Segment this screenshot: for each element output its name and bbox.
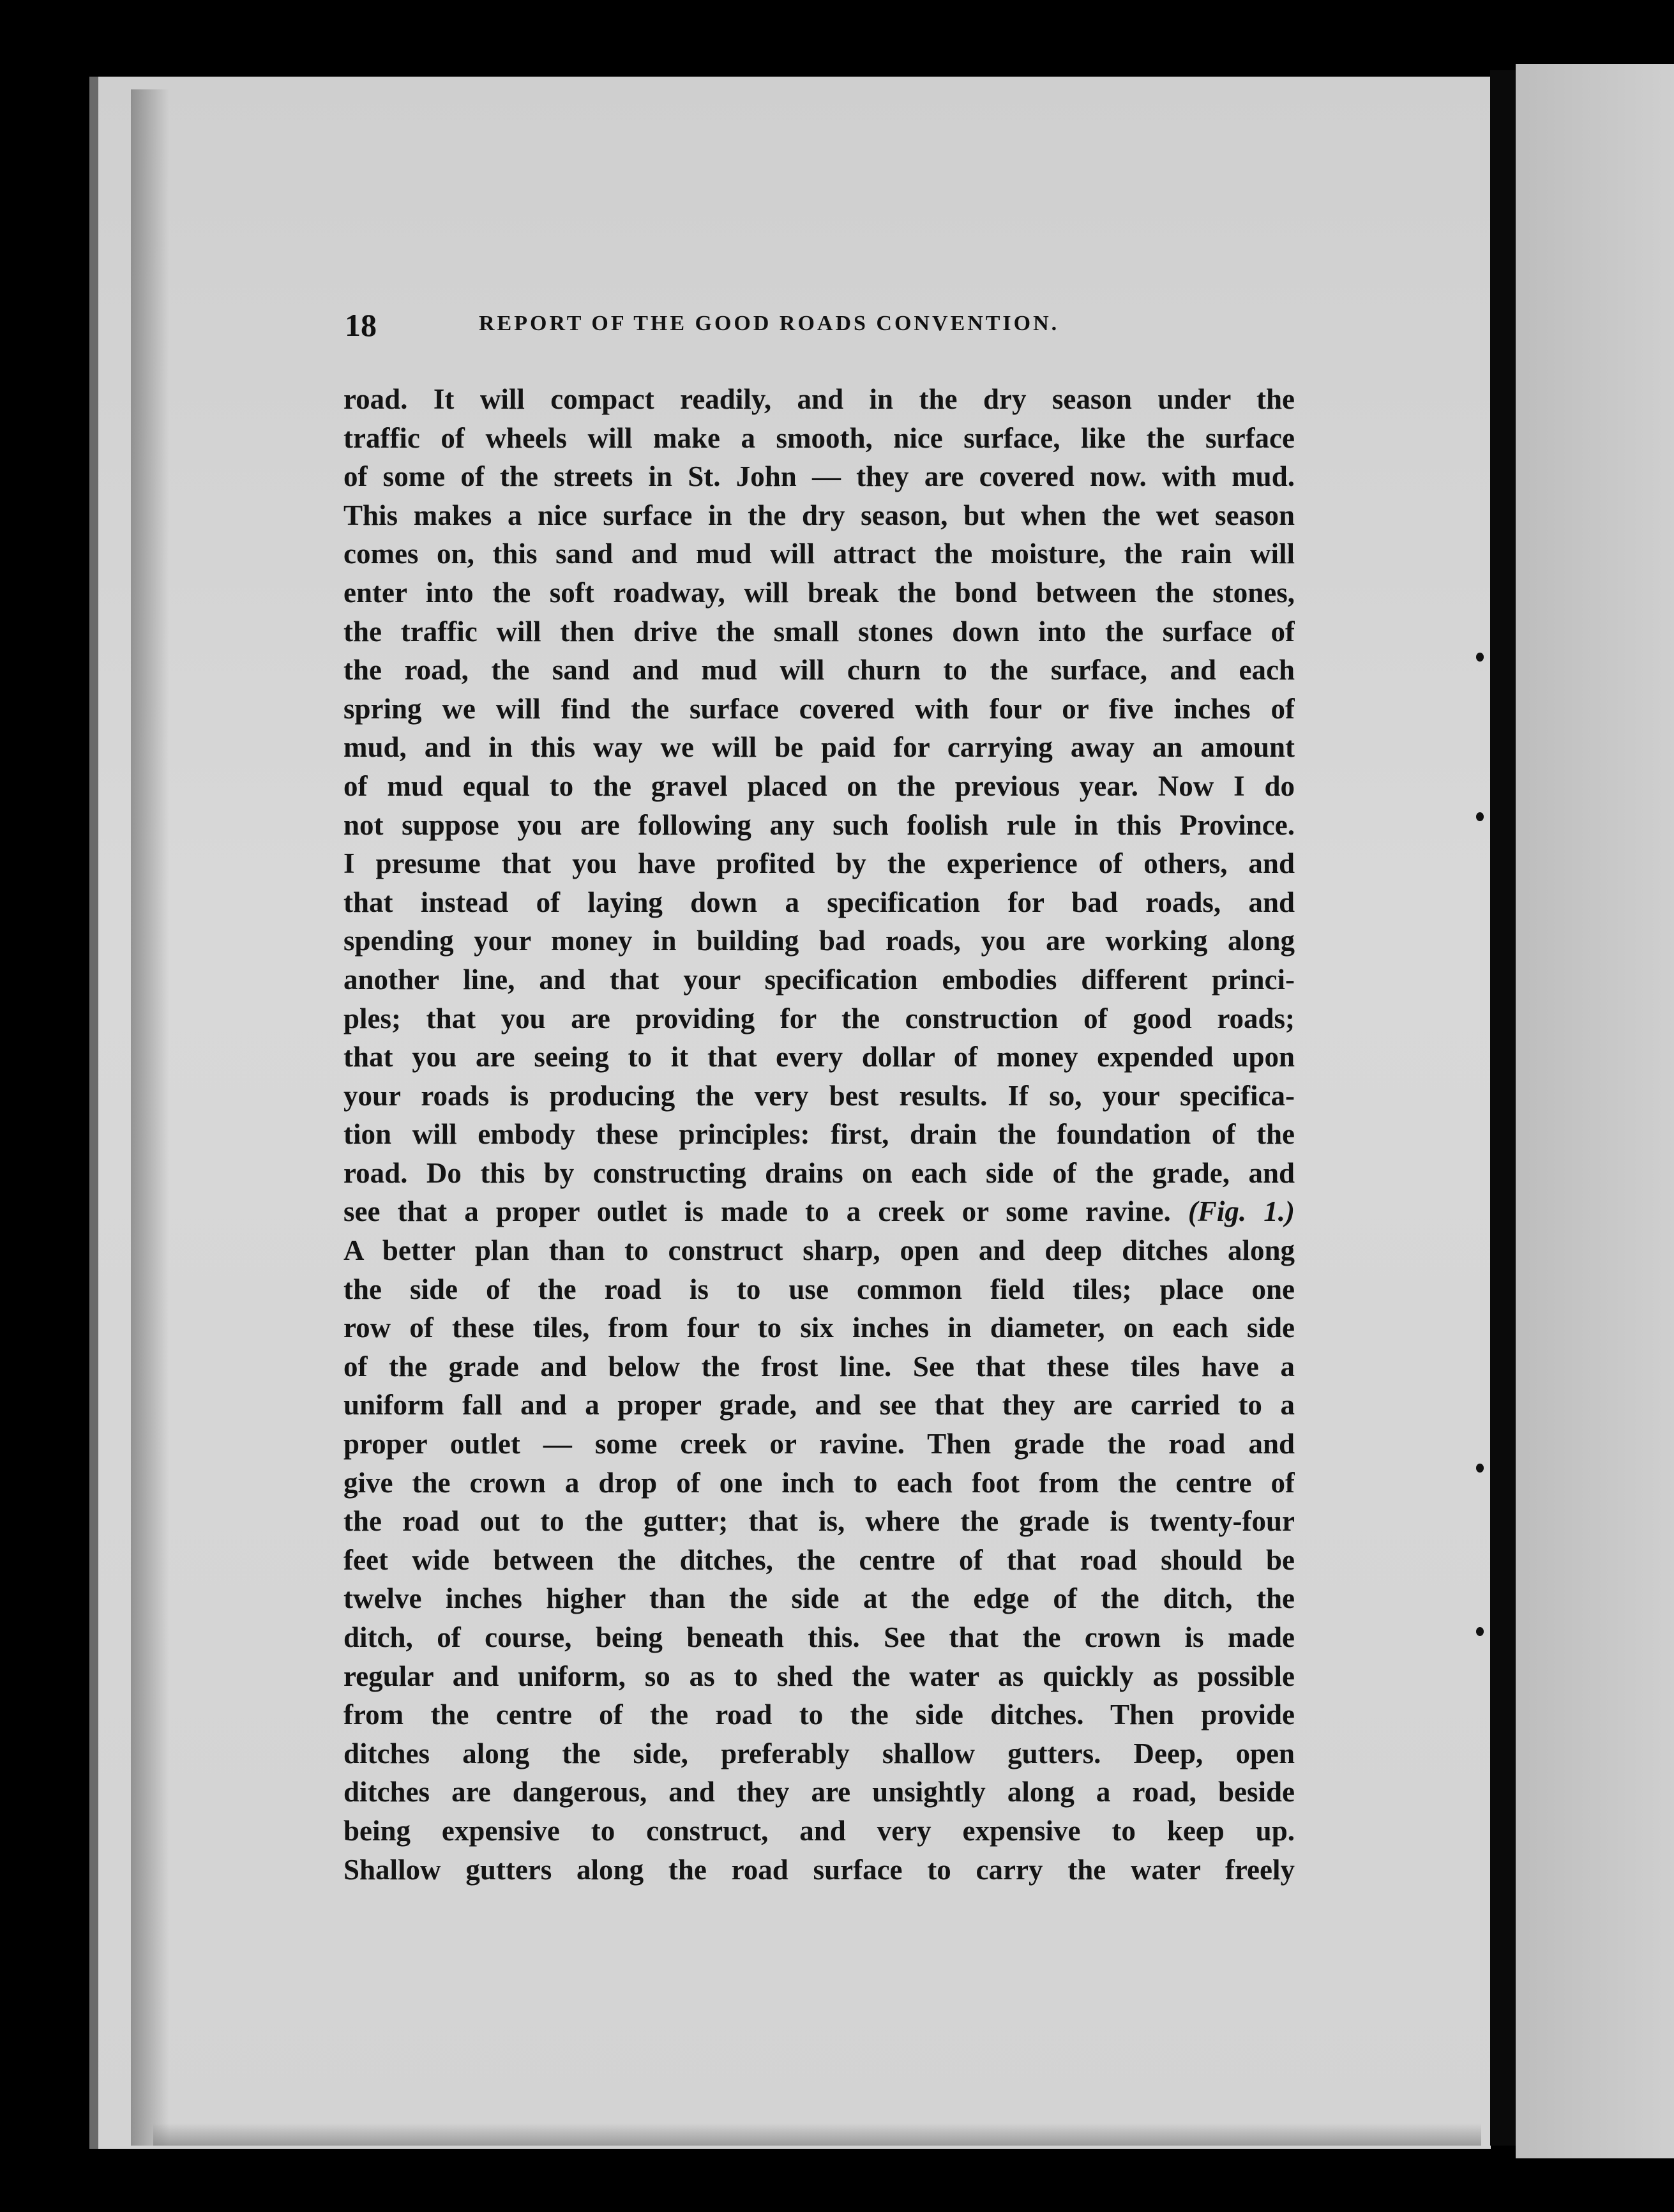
text-line-with-figure-reference <box>343 1192 1295 1231</box>
text-line: another line, and that your specification embodies different princi- <box>343 963 1295 996</box>
text-line: road. It will compact readily, and in the dry season under the <box>343 383 1295 415</box>
text-line: of mud equal to the gravel placed on the previous year. Now I do <box>343 769 1295 802</box>
page-header <box>345 307 1136 351</box>
text-line: ples; that you are providing for the construction of good roads; <box>343 1002 1295 1034</box>
text-line: Shallow gutters along the road surface to carry the water freely <box>343 1853 1295 1886</box>
text-line: spring we will find the surface covered with four or five inches of <box>343 692 1295 725</box>
text-line: twelve inches higher than the side at the edge of the ditch, the <box>343 1582 1295 1615</box>
running-head: REPORT OF THE GOOD ROADS CONVENTION. <box>479 312 1060 335</box>
adjacent-page-edge <box>1516 64 1674 2158</box>
book-spine <box>1490 70 1516 2146</box>
text-line: road. Do this by constructing drains on each side of the grade, and <box>343 1156 1295 1189</box>
page-gutter-shadow <box>131 89 169 2146</box>
text-line: not suppose you are following any such foolish rule in this Province. <box>343 808 1295 841</box>
text-line: regular and uniform, so as to shed the water as quickly as possible <box>343 1660 1295 1692</box>
text-line: give the crown a drop of one inch to each foot from the centre of <box>343 1466 1295 1499</box>
text-line: comes on, this sand and mud will attract the moisture, the rain will <box>343 538 1295 570</box>
text-line: the side of the road is to use common field tiles; place one <box>343 1273 1295 1305</box>
page-bottom-edge <box>153 2123 1481 2146</box>
text-line: I presume that you have profited by the experience of others, and <box>343 847 1295 880</box>
text-line: mud, and in this way we will be paid for carrying away an amount <box>343 731 1295 764</box>
ink-speck <box>1476 1464 1484 1473</box>
text-line: that you are seeing to it that every dollar of money expended upon <box>343 1041 1295 1073</box>
text-line: row of these tiles, from four to six inches in diameter, on each side <box>343 1312 1295 1344</box>
text-line: This makes a nice surface in the dry season, but when the wet season <box>343 499 1295 531</box>
ink-speck <box>1476 1627 1484 1636</box>
text-line: ditches along the side, preferably shallow gutters. Deep, open <box>343 1737 1295 1769</box>
text-line: ditches are dangerous, and they are unsightly along a road, beside <box>343 1776 1295 1808</box>
page-number: 18 <box>345 307 377 343</box>
text-line: spending your money in building bad roads, you are working along <box>343 925 1295 957</box>
text-line: ditch, of course, being beneath this. See that the crown is made <box>343 1621 1295 1653</box>
text-line: uniform fall and a proper grade, and see that they are carried to a <box>343 1389 1295 1421</box>
text-line: your roads is producing the very best results. If so, your specifica- <box>343 1079 1295 1112</box>
body-text <box>343 380 1295 1889</box>
text-line: of some of the streets in St. John — they are covered now. with mud. <box>343 460 1295 493</box>
text-line: the road, the sand and mud will churn to the surface, and each <box>343 654 1295 686</box>
text-line: traffic of wheels will make a smooth, nice surface, like the surface <box>343 421 1295 454</box>
text-line: the traffic will then drive the small stones down into the surface of <box>343 615 1295 648</box>
text-line: A better plan than to construct sharp, open and deep ditches along <box>343 1234 1295 1267</box>
text-line: feet wide between the ditches, the centre of that road should be <box>343 1543 1295 1576</box>
text-line: proper outlet — some creek or ravine. Then grade the road and <box>343 1428 1295 1460</box>
text-line: being expensive to construct, and very expensive to keep up. <box>343 1814 1295 1847</box>
text-line: of the grade and below the frost line. See that these tiles have a <box>343 1350 1295 1382</box>
figure-reference: (Fig. 1.) <box>1188 1195 1295 1228</box>
text-line: the road out to the gutter; that is, where the grade is twenty-four <box>343 1505 1295 1538</box>
ink-speck <box>1476 653 1484 662</box>
text-line: enter into the soft roadway, will break the bond between the stones, <box>343 576 1295 609</box>
text-line: see that a proper outlet is made to a creek or some ravine. <box>343 1195 1171 1228</box>
ink-speck <box>1476 812 1484 821</box>
text-line: from the centre of the road to the side ditches. Then provide <box>343 1699 1295 1731</box>
text-line: tion will embody these principles: first, drain the foundation of the <box>343 1118 1295 1151</box>
text-line: that instead of laying down a specification for bad roads, and <box>343 886 1295 918</box>
